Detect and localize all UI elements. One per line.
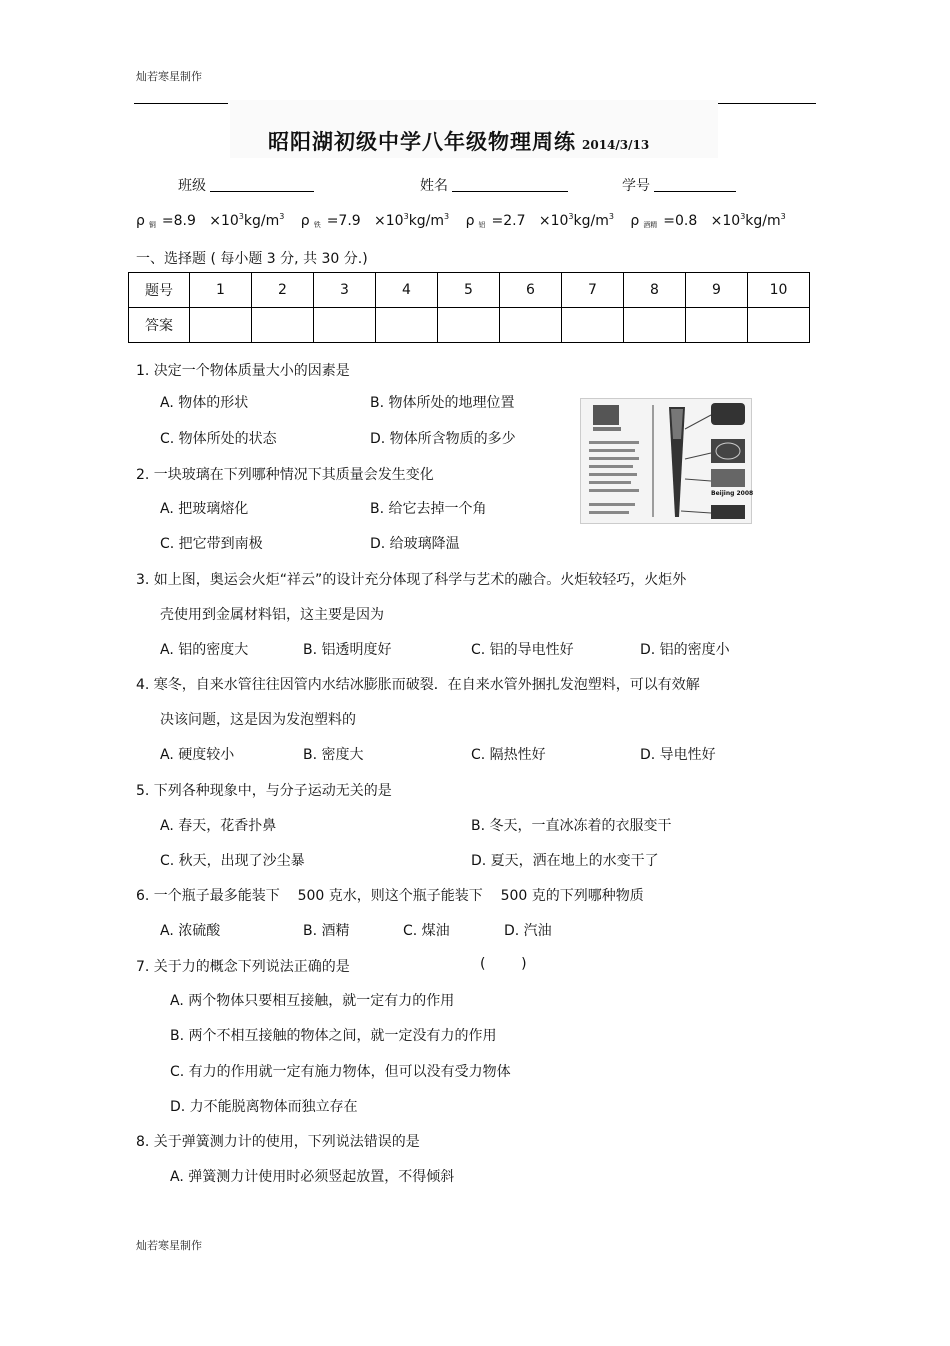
q2-stem: 2. 一块玻璃在下列哪种情况下其质量会发生变化: [136, 467, 434, 483]
class-blank[interactable]: [210, 177, 314, 192]
answer-cell[interactable]: [438, 308, 500, 343]
header-rule-right: [718, 103, 816, 104]
title-date: 2014/3/13: [582, 138, 650, 152]
q6-option-a: A. 浓硫酸: [160, 923, 221, 939]
id-blank[interactable]: [654, 177, 736, 192]
answer-cell[interactable]: [624, 308, 686, 343]
question-number: 1: [190, 273, 252, 308]
q8-option-a: A. 弹簧测力计使用时必须竖起放置，不得倾斜: [170, 1169, 455, 1185]
q5-option-c: C. 秋天，出现了沙尘暴: [160, 853, 305, 869]
olympic-torch-image: [580, 398, 752, 524]
answer-table: [128, 272, 810, 343]
density-iron: ρ $_铁$ =7.9 $\times 10^3kg/m^3$: [300, 212, 450, 229]
image-caption: Beijing 2008: [711, 490, 754, 497]
q2-option-a: A. 把玻璃熔化: [160, 501, 249, 517]
table-row: [129, 308, 810, 343]
header-rule-left: [134, 103, 228, 104]
question-number: 7: [562, 273, 624, 308]
q8-stem: 8. 关于弹簧测力计的使用，下列说法错误的是: [136, 1134, 420, 1150]
question-number: 6: [500, 273, 562, 308]
q2-option-b: B. 给它去掉一个角: [370, 501, 487, 517]
answer-cell[interactable]: [314, 308, 376, 343]
answer-cell[interactable]: [748, 308, 810, 343]
question-number: 3: [314, 273, 376, 308]
question-number: 9: [686, 273, 748, 308]
q3-stem-line2: 壳使用到金属材料铝，这主要是因为: [160, 607, 384, 623]
class-field[interactable]: [178, 175, 314, 195]
density-copper: ρ $_铜$ =8.9 $\times 10^3kg/m^3$: [136, 212, 285, 229]
question-number: 2: [252, 273, 314, 308]
answer-cell[interactable]: [686, 308, 748, 343]
q5-option-a: A. 春天，花香扑鼻: [160, 818, 277, 834]
q7-option-b: B. 两个不相互接触的物体之间，就一定没有力的作用: [170, 1028, 497, 1044]
density-aluminum: ρ $_铝$ =2.7 $\times 10^3kg/m^3$: [465, 212, 614, 229]
q6-option-b: B. 酒精: [303, 923, 350, 939]
q5-stem: 5. 下列各种现象中，与分子运动无关的是: [136, 783, 392, 799]
q3-stem-line1: 3. 如上图，奥运会火炬“祥云”的设计充分体现了科学与艺术的融合。火炬较轻巧，火炬外: [136, 572, 687, 588]
q1-stem: 1. 决定一个物体质量大小的因素是: [136, 363, 350, 379]
page-title: 昭阳湖初级中学八年级物理周练: [268, 129, 576, 154]
q7-option-d: D. 力不能脱离物体而独立存在: [170, 1099, 358, 1115]
q7-answer-paren: ( ): [480, 956, 527, 972]
q3-option-c: C. 铝的导电性好: [471, 642, 574, 658]
question-number: 5: [438, 273, 500, 308]
q3-option-a: A. 铝的密度大: [160, 642, 249, 658]
q4-option-b: B. 密度大: [303, 747, 364, 763]
density-line: [136, 212, 786, 230]
question-number: 10: [748, 273, 810, 308]
q1-option-b: B. 物体所处的地理位置: [370, 395, 515, 411]
q3-option-d: D. 铝的密度小: [640, 642, 730, 658]
q4-option-a: A. 硬度较小: [160, 747, 235, 763]
q7-option-c: C. 有力的作用就一定有施力物体，但可以没有受力物体: [170, 1064, 511, 1080]
answer-cell[interactable]: [190, 308, 252, 343]
q6-stem: 6. 一个瓶子最多能装下 500 克水，则这个瓶子能装下 500 克的下列哪种物质: [136, 888, 644, 904]
q5-option-d: D. 夏天，洒在地上的水变干了: [471, 853, 659, 869]
q7-option-a: A. 两个物体只要相互接触，就一定有力的作用: [170, 993, 455, 1009]
id-label: 学号: [622, 178, 650, 194]
name-label: 姓名: [420, 178, 448, 194]
q3-option-b: B. 铝透明度好: [303, 642, 392, 658]
answer-cell[interactable]: [562, 308, 624, 343]
name-blank[interactable]: [452, 177, 568, 192]
row-label-answer: 答案: [129, 308, 190, 343]
question-number: 4: [376, 273, 438, 308]
density-alcohol: ρ $_{酒精}$ =0.8 $\times 10^3kg/m^3$: [630, 212, 786, 229]
q4-option-d: D. 导电性好: [640, 747, 716, 763]
q6-option-d: D. 汽油: [504, 923, 552, 939]
q2-option-d: D. 给玻璃降温: [370, 536, 460, 552]
answer-cell[interactable]: [500, 308, 562, 343]
id-field[interactable]: [622, 175, 736, 195]
q5-option-b: B. 冬天，一直冰冻着的衣服变干: [471, 818, 672, 834]
title-line: [268, 126, 649, 156]
answer-cell[interactable]: [252, 308, 314, 343]
class-label: 班级: [178, 178, 206, 194]
page-header: 灿若寒星制作: [136, 70, 202, 83]
q4-stem-line2: 决该问题，这是因为发泡塑料的: [160, 712, 356, 728]
q7-stem: 7. 关于力的概念下列说法正确的是: [136, 959, 350, 975]
q6-option-c: C. 煤油: [403, 923, 450, 939]
page-footer: 灿若寒星制作: [136, 1239, 202, 1252]
q4-option-c: C. 隔热性好: [471, 747, 546, 763]
q4-stem-line1: 4. 寒冬，自来水管往往因管内水结冰膨胀而破裂．在自来水管外捆扎发泡塑料，可以有效解: [136, 677, 700, 693]
question-number: 8: [624, 273, 686, 308]
table-row: [129, 273, 810, 308]
row-label-number: 题号: [129, 273, 190, 308]
name-field[interactable]: [420, 175, 568, 195]
q2-option-c: C. 把它带到南极: [160, 536, 263, 552]
q1-option-c: C. 物体所处的状态: [160, 431, 277, 447]
torch-illustration: [581, 399, 754, 523]
q1-option-a: A. 物体的形状: [160, 395, 249, 411]
answer-cell[interactable]: [376, 308, 438, 343]
q1-option-d: D. 物体所含物质的多少: [370, 431, 516, 447]
section-heading: 一、选择题 ( 每小题 3 分, 共 30 分.): [136, 251, 368, 267]
